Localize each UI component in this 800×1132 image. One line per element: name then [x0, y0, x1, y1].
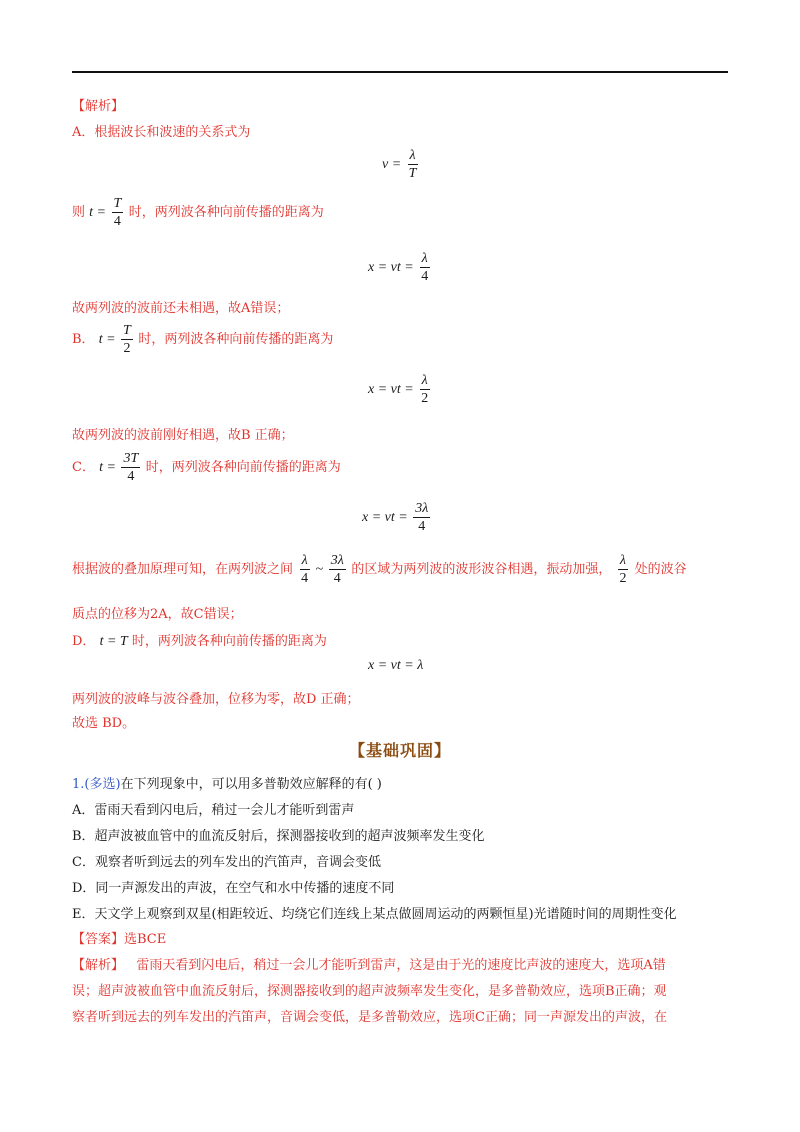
analysis-header: 【解析】	[72, 99, 125, 114]
equation-distance-three-quarter: x = vt = $\frac{3\lambda}{4}$	[362, 501, 429, 535]
option-b: B．超声波被血管中的血流反射后，探测器接收到的超声波频率发生变化	[72, 829, 485, 844]
part-a-intro: A．根据波长和波速的关系式为	[72, 125, 251, 140]
answer-line: 【答案】选BCE	[72, 932, 167, 947]
explanation-line-3: 察者听到远去的列车发出的汽笛声，音调会变低，是多普勒效应，选项C正确；同一声源发出的声波，在	[72, 1010, 667, 1025]
part-a-condition: 则 t = $\frac{T}{4}$ 时，两列波各种向前传播的距离为	[72, 196, 324, 230]
explanation-line-2: 误；超声波被血管中血流反射后，探测器接收到的超声波频率发生变化，是多普勒效应，选项B正确；观	[72, 984, 667, 999]
part-d-condition: D． t = T 时，两列波各种向前传播的距离为	[72, 634, 327, 649]
final-choice: 故选 BD。	[72, 716, 136, 731]
part-c-superposition: 根据波的叠加原理可知，在两列波之间 $\frac{\lambda}{4}$ ~ $\frac{3\lambda}{4}$ 的区域为两列波的波形波谷相遇，振动加强， $\frac{\lambda}{2}$ 处的波谷	[72, 553, 687, 587]
part-b-condition: B． t = $\frac{T}{2}$ 时，两列波各种向前传播的距离为	[72, 323, 334, 357]
equation-distance-quarter: x = vt = $\frac{\lambda}{4}$	[368, 251, 429, 285]
option-c: C．观察者听到远去的列车发出的汽笛声，音调会变低	[72, 855, 381, 870]
section-heading: 【基础巩固】	[348, 741, 451, 760]
question-stem: 1.(多选)在下列现象中，可以用多普勒效应解释的有( )	[72, 777, 382, 792]
equation-wave-speed: v = $\frac{\lambda}{T}$	[382, 148, 417, 182]
option-d: D．同一声源发出的声波，在空气和水中传播的速度不同	[72, 881, 395, 896]
option-a: A．雷雨天看到闪电后，稍过一会儿才能听到雷声	[72, 803, 355, 818]
part-b-conclusion: 故两列波的波前刚好相遇，故B 正确；	[72, 428, 294, 443]
equation-distance-half: x = vt = $\frac{\lambda}{2}$	[368, 373, 429, 407]
option-e: E．天文学上观察到双星(相距较近、均绕它们连线上某点做圆周运动的两颗恒星)光谱随时间的周期性变化	[72, 907, 677, 922]
part-c-conclusion: 质点的位移为2A，故C错误；	[72, 607, 243, 622]
equation-distance-full: x = vt = λ	[368, 658, 424, 673]
part-c-condition: C． t = $\frac{3T}{4}$ 时，两列波各种向前传播的距离为	[72, 451, 341, 485]
part-a-conclusion: 故两列波的波前还未相遇，故A错误；	[72, 301, 290, 316]
part-d-conclusion: 两列波的波峰与波谷叠加，位移为零，故D 正确；	[72, 692, 360, 707]
explanation-line-1: 【解析】 雷雨天看到闪电后，稍过一会儿才能听到雷声，这是由于光的速度比声波的速度大，选项A错	[72, 958, 666, 973]
header-rule	[72, 71, 728, 73]
